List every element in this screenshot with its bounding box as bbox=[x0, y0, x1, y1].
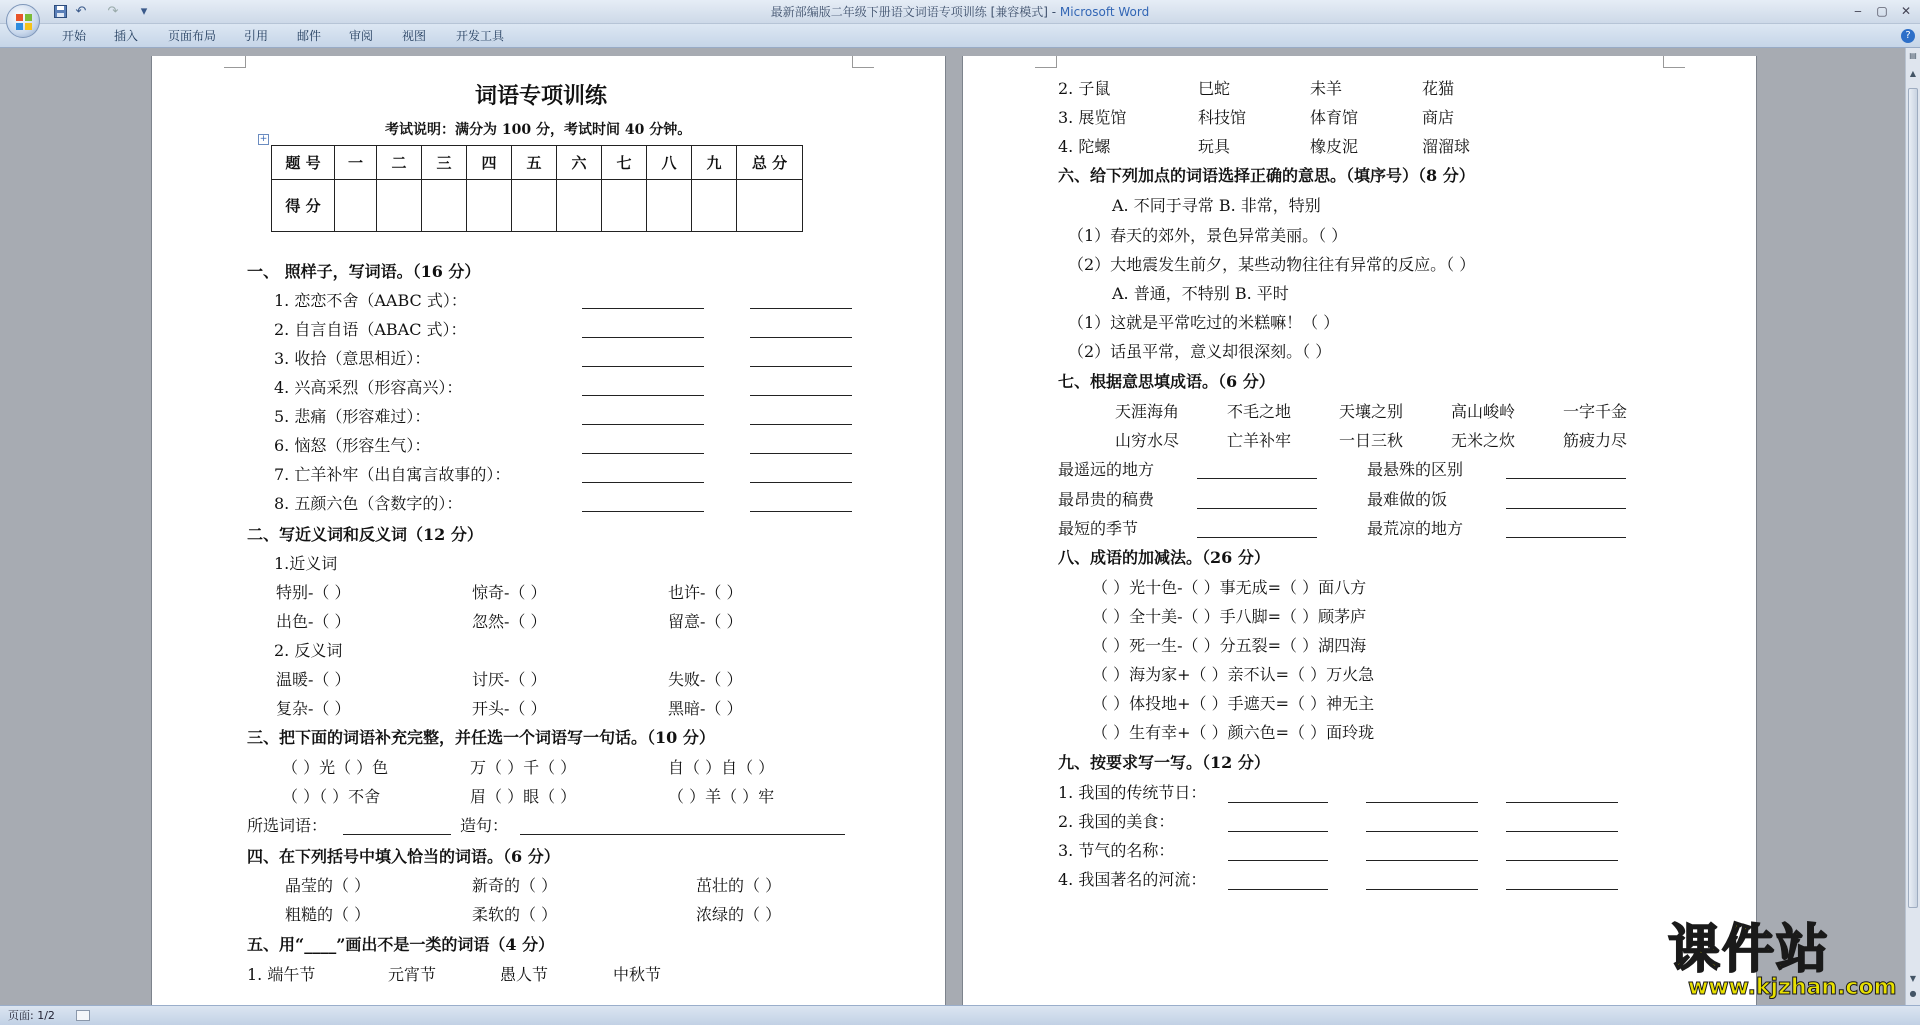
answer-line[interactable] bbox=[1228, 831, 1328, 832]
answer-line[interactable] bbox=[750, 308, 852, 309]
synonym-item: 出色-（ ） bbox=[276, 612, 351, 631]
section-3-heading: 三、把下面的词语补充完整，并任选一个词语写一句话。（10 分） bbox=[247, 728, 715, 747]
section-2-heading: 二、写近义词和反义词（12 分） bbox=[247, 525, 483, 544]
table-header-cell: 五 bbox=[512, 146, 557, 180]
question-item: （2）大地震发生前夕，某些动物往往有异常的反应。（ ） bbox=[1068, 255, 1476, 274]
subheading-synonyms: 1.近义词 bbox=[274, 554, 338, 573]
score-cell[interactable] bbox=[512, 180, 557, 232]
question-item: 3. 节气的名称： bbox=[1058, 841, 1175, 860]
meaning-label: 最悬殊的区别 bbox=[1367, 460, 1464, 479]
browse-object-icon[interactable]: ● bbox=[1909, 989, 1917, 998]
score-cell[interactable] bbox=[647, 180, 692, 232]
answer-line[interactable] bbox=[1197, 508, 1317, 509]
idiom-blank: （ ）（ ）不舍 bbox=[282, 787, 381, 806]
idiom-option: 天涯海角 bbox=[1115, 402, 1180, 421]
option-line: A. 不同于寻常 B. 非常，特别 bbox=[1112, 196, 1321, 215]
word-item: 科技馆 bbox=[1198, 108, 1247, 127]
idiom-option: 不毛之地 bbox=[1227, 402, 1292, 421]
answer-line[interactable] bbox=[1197, 537, 1317, 538]
answer-line[interactable] bbox=[1366, 802, 1478, 803]
word-item: 中秋节 bbox=[613, 965, 662, 984]
fill-item: 晶莹的（ ） bbox=[285, 876, 371, 895]
table-move-handle-icon[interactable]: + bbox=[259, 134, 268, 144]
idiom-option: 高山峻岭 bbox=[1451, 402, 1516, 421]
score-cell[interactable] bbox=[335, 180, 377, 232]
table-header-cell: 二 bbox=[377, 146, 422, 180]
idiom-math-row: （ ）全十美-（ ）手八脚=（ ）顾茅庐 bbox=[1092, 607, 1367, 626]
score-cell[interactable] bbox=[737, 180, 803, 232]
pick-label: 所选词语： bbox=[247, 816, 328, 835]
answer-line[interactable] bbox=[1228, 860, 1328, 861]
option-line: A. 普通，不特别 B. 平时 bbox=[1112, 284, 1289, 303]
word-item: 2. 子鼠 bbox=[1058, 79, 1111, 98]
idiom-blank: 万（ ）千（ ） bbox=[470, 758, 577, 777]
section-9-heading: 九、按要求写一写。（12 分） bbox=[1058, 753, 1270, 772]
section-1-heading: 一、 照样子，写词语。（16 分） bbox=[247, 262, 481, 281]
table-header-cell: 九 bbox=[692, 146, 737, 180]
question-item: 3. 收拾（意思相近）： bbox=[274, 349, 431, 368]
meaning-label: 最昂贵的稿费 bbox=[1058, 490, 1155, 509]
answer-line[interactable] bbox=[750, 511, 852, 512]
word-item: 商店 bbox=[1422, 108, 1455, 127]
idiom-blank: 自（ ）自（ ） bbox=[668, 758, 775, 777]
ruler-toggle-icon[interactable]: ▤ bbox=[1909, 51, 1917, 60]
sentence-label: 造句： bbox=[460, 816, 509, 835]
word-item: 溜溜球 bbox=[1422, 137, 1471, 156]
synonym-item: 也许-（ ） bbox=[668, 583, 743, 602]
word-item: 巳蛇 bbox=[1198, 79, 1231, 98]
idiom-option: 天壤之别 bbox=[1339, 402, 1404, 421]
answer-line[interactable] bbox=[582, 395, 704, 396]
score-cell[interactable] bbox=[422, 180, 467, 232]
answer-line[interactable] bbox=[582, 511, 704, 512]
answer-line[interactable] bbox=[750, 337, 852, 338]
antonym-item: 讨厌-（ ） bbox=[472, 670, 547, 689]
question-item: （2）话虽平常，意义却很深刻。（ ） bbox=[1068, 342, 1332, 361]
idiom-blank: 眉（ ）眼（ ） bbox=[470, 787, 577, 806]
fill-item: 新奇的（ ） bbox=[472, 876, 558, 895]
idiom-option: 无米之炊 bbox=[1451, 431, 1516, 450]
synonym-item: 忽然-（ ） bbox=[472, 612, 547, 631]
undo-icon[interactable]: ↶ bbox=[75, 4, 87, 19]
tab-view[interactable]: 视图 bbox=[401, 29, 426, 43]
answer-line[interactable] bbox=[1506, 860, 1618, 861]
question-item: 2. 自言自语（ABAC 式）： bbox=[274, 320, 467, 339]
tab-home[interactable]: 开始 bbox=[61, 29, 86, 43]
fill-item: 粗糙的（ ） bbox=[285, 905, 371, 924]
redo-icon[interactable]: ↷ bbox=[107, 4, 119, 19]
question-item: （1）春天的郊外，景色异常美丽。（ ） bbox=[1068, 226, 1348, 245]
idiom-option: 一字千金 bbox=[1563, 402, 1628, 421]
table-header-cell: 六 bbox=[557, 146, 602, 180]
meaning-label: 最短的季节 bbox=[1058, 519, 1139, 538]
vertical-scrollbar[interactable] bbox=[1905, 48, 1920, 1005]
window-title: 最新部编版二年级下册语文词语专项训练 [兼容模式] - Microsoft Word bbox=[770, 5, 1150, 19]
antonym-item: 失败-（ ） bbox=[668, 670, 743, 689]
question-item: 8. 五颜六色（含数字的）： bbox=[274, 494, 463, 513]
answer-line[interactable] bbox=[750, 424, 852, 425]
idiom-math-row: （ ）体投地+（ ）手遮天=（ ）神无主 bbox=[1092, 694, 1375, 713]
tab-developer[interactable]: 开发工具 bbox=[455, 29, 504, 43]
section-8-heading: 八、成语的加减法。（26 分） bbox=[1058, 548, 1270, 567]
antonym-item: 开头-（ ） bbox=[472, 699, 547, 718]
save-icon[interactable] bbox=[52, 3, 68, 20]
score-cell[interactable] bbox=[377, 180, 422, 232]
sentence-answer-line[interactable] bbox=[520, 834, 845, 835]
ribbon-bar bbox=[0, 24, 1920, 48]
section-4-heading: 四、在下列括号中填入恰当的词语。（6 分） bbox=[247, 847, 560, 866]
table-header-cell: 总 分 bbox=[737, 146, 803, 180]
word-item: 玩具 bbox=[1198, 137, 1231, 156]
section-7-heading: 七、根据意思填成语。（6 分） bbox=[1058, 372, 1275, 391]
antonym-item: 复杂-（ ） bbox=[276, 699, 351, 718]
qat-more-icon[interactable]: ▾ bbox=[140, 4, 148, 19]
idiom-math-row: （ ）光十色-（ ）事无成=（ ）面八方 bbox=[1092, 578, 1367, 597]
maximize-button[interactable]: ▢ bbox=[1876, 4, 1888, 18]
word-item: 元宵节 bbox=[388, 965, 437, 984]
synonym-item: 惊奇-（ ） bbox=[472, 583, 547, 602]
answer-line[interactable] bbox=[1506, 889, 1618, 890]
question-item: 2. 我国的美食： bbox=[1058, 812, 1175, 831]
meaning-label: 最遥远的地方 bbox=[1058, 460, 1155, 479]
tab-references[interactable]: 引用 bbox=[243, 29, 268, 43]
fill-item: 柔软的（ ） bbox=[472, 905, 558, 924]
word-item: 花猫 bbox=[1422, 79, 1455, 98]
idiom-option: 一日三秋 bbox=[1339, 431, 1404, 450]
answer-line[interactable] bbox=[1506, 537, 1626, 538]
synonym-item: 留意-（ ） bbox=[668, 612, 743, 631]
question-item: （1）这就是平常吃过的米糕嘛！（ ） bbox=[1068, 313, 1340, 332]
score-cell[interactable] bbox=[602, 180, 647, 232]
idiom-option: 山穷水尽 bbox=[1115, 431, 1180, 450]
proofing-icon[interactable] bbox=[76, 1010, 90, 1021]
tab-page-layout[interactable]: 页面布局 bbox=[167, 29, 216, 43]
word-item: 未羊 bbox=[1310, 79, 1343, 98]
answer-line[interactable] bbox=[1228, 802, 1328, 803]
status-bar bbox=[0, 1005, 1920, 1025]
word-item: 3. 展览馆 bbox=[1058, 108, 1127, 127]
table-header-cell: 三 bbox=[422, 146, 467, 180]
office-button[interactable] bbox=[6, 4, 40, 38]
question-item: 1. 我国的传统节日： bbox=[1058, 783, 1207, 802]
section-5-heading: 五、用“____”画出不是一类的词语（4 分） bbox=[247, 935, 555, 954]
answer-line[interactable] bbox=[1506, 802, 1618, 803]
answer-line[interactable] bbox=[582, 366, 704, 367]
page-indicator[interactable]: 页面: 1/2 bbox=[8, 1009, 55, 1022]
question-item: 1. 恋恋不舍（AABC 式）： bbox=[274, 291, 467, 310]
close-button[interactable]: ✕ bbox=[1900, 4, 1912, 18]
subheading-antonyms: 2. 反义词 bbox=[274, 641, 343, 660]
tab-insert[interactable]: 插入 bbox=[113, 29, 138, 43]
word-item: 1. 端午节 bbox=[247, 965, 316, 984]
antonym-item: 黑暗-（ ） bbox=[668, 699, 743, 718]
table-header-cell: 四 bbox=[467, 146, 512, 180]
table-header-cell: 题 号 bbox=[272, 146, 335, 180]
idiom-option: 亡羊补牢 bbox=[1227, 431, 1292, 450]
answer-line[interactable] bbox=[582, 337, 704, 338]
answer-line[interactable] bbox=[582, 308, 704, 309]
fill-item: 浓绿的（ ） bbox=[696, 905, 782, 924]
idiom-option: 筋疲力尽 bbox=[1563, 431, 1628, 450]
word-item: 4. 陀螺 bbox=[1058, 137, 1111, 156]
answer-line[interactable] bbox=[582, 453, 704, 454]
table-header-cell: 一 bbox=[335, 146, 377, 180]
scroll-thumb[interactable] bbox=[1908, 88, 1918, 908]
answer-line[interactable] bbox=[750, 366, 852, 367]
answer-line[interactable] bbox=[1366, 889, 1478, 890]
score-cell[interactable] bbox=[557, 180, 602, 232]
meaning-label: 最荒凉的地方 bbox=[1367, 519, 1464, 538]
office-logo-icon bbox=[16, 14, 32, 30]
question-item: 5. 悲痛（形容难过）： bbox=[274, 407, 431, 426]
word-item: 橡皮泥 bbox=[1310, 137, 1359, 156]
answer-line[interactable] bbox=[1506, 508, 1626, 509]
idiom-math-row: （ ）海为家+（ ）亲不认=（ ）万火急 bbox=[1092, 665, 1375, 684]
answer-line[interactable] bbox=[1506, 831, 1618, 832]
table-row-label: 得 分 bbox=[272, 180, 335, 232]
question-item: 6. 恼怒（形容生气）： bbox=[274, 436, 431, 455]
watermark-logo: 课件站 www.kjzhan.com bbox=[1668, 920, 1897, 1000]
idiom-blank: （ ）光（ ）色 bbox=[282, 758, 389, 777]
antonym-item: 温暖-（ ） bbox=[276, 670, 351, 689]
meaning-label: 最难做的饭 bbox=[1367, 490, 1448, 509]
tab-mailings[interactable]: 邮件 bbox=[296, 29, 321, 43]
synonym-item: 特别-（ ） bbox=[276, 583, 351, 602]
word-item: 愚人节 bbox=[500, 965, 549, 984]
page-title: 词语专项训练 bbox=[475, 83, 608, 109]
score-cell[interactable] bbox=[467, 180, 512, 232]
score-table bbox=[271, 145, 803, 232]
answer-line[interactable] bbox=[1366, 860, 1478, 861]
scroll-down-icon[interactable]: ▼ bbox=[1909, 974, 1917, 983]
answer-line[interactable] bbox=[750, 453, 852, 454]
pick-answer-line[interactable] bbox=[343, 834, 451, 835]
table-header-cell: 八 bbox=[647, 146, 692, 180]
exam-note: 考试说明：满分为 100 分，考试时间 40 分钟。 bbox=[385, 122, 692, 138]
question-item: 7. 亡羊补牢（出自寓言故事的）： bbox=[274, 465, 511, 484]
answer-line[interactable] bbox=[1506, 478, 1626, 479]
scroll-up-icon[interactable]: ▲ bbox=[1909, 69, 1917, 78]
idiom-math-row: （ ）生有幸+（ ）颜六色=（ ）面玲珑 bbox=[1092, 723, 1375, 742]
question-item: 4. 我国著名的河流： bbox=[1058, 870, 1207, 889]
answer-line[interactable] bbox=[750, 482, 852, 483]
fill-item: 茁壮的（ ） bbox=[696, 876, 782, 895]
minimize-button[interactable]: ‒ bbox=[1854, 4, 1862, 18]
answer-line[interactable] bbox=[1228, 889, 1328, 890]
answer-line[interactable] bbox=[1366, 831, 1478, 832]
tab-review[interactable]: 审阅 bbox=[348, 29, 373, 43]
score-cell[interactable] bbox=[692, 180, 737, 232]
table-header-cell: 七 bbox=[602, 146, 647, 180]
answer-line[interactable] bbox=[582, 482, 704, 483]
help-icon[interactable]: ? bbox=[1901, 29, 1915, 43]
word-item: 体育馆 bbox=[1310, 108, 1359, 127]
question-item: 4. 兴高采烈（形容高兴）： bbox=[274, 378, 463, 397]
answer-line[interactable] bbox=[1197, 478, 1317, 479]
idiom-blank: （ ）羊（ ）牢 bbox=[668, 787, 775, 806]
answer-line[interactable] bbox=[582, 424, 704, 425]
section-6-heading: 六、给下列加点的词语选择正确的意思。（填序号）（8 分） bbox=[1058, 166, 1475, 185]
answer-line[interactable] bbox=[750, 395, 852, 396]
idiom-math-row: （ ）死一生-（ ）分五裂=（ ）湖四海 bbox=[1092, 636, 1367, 655]
